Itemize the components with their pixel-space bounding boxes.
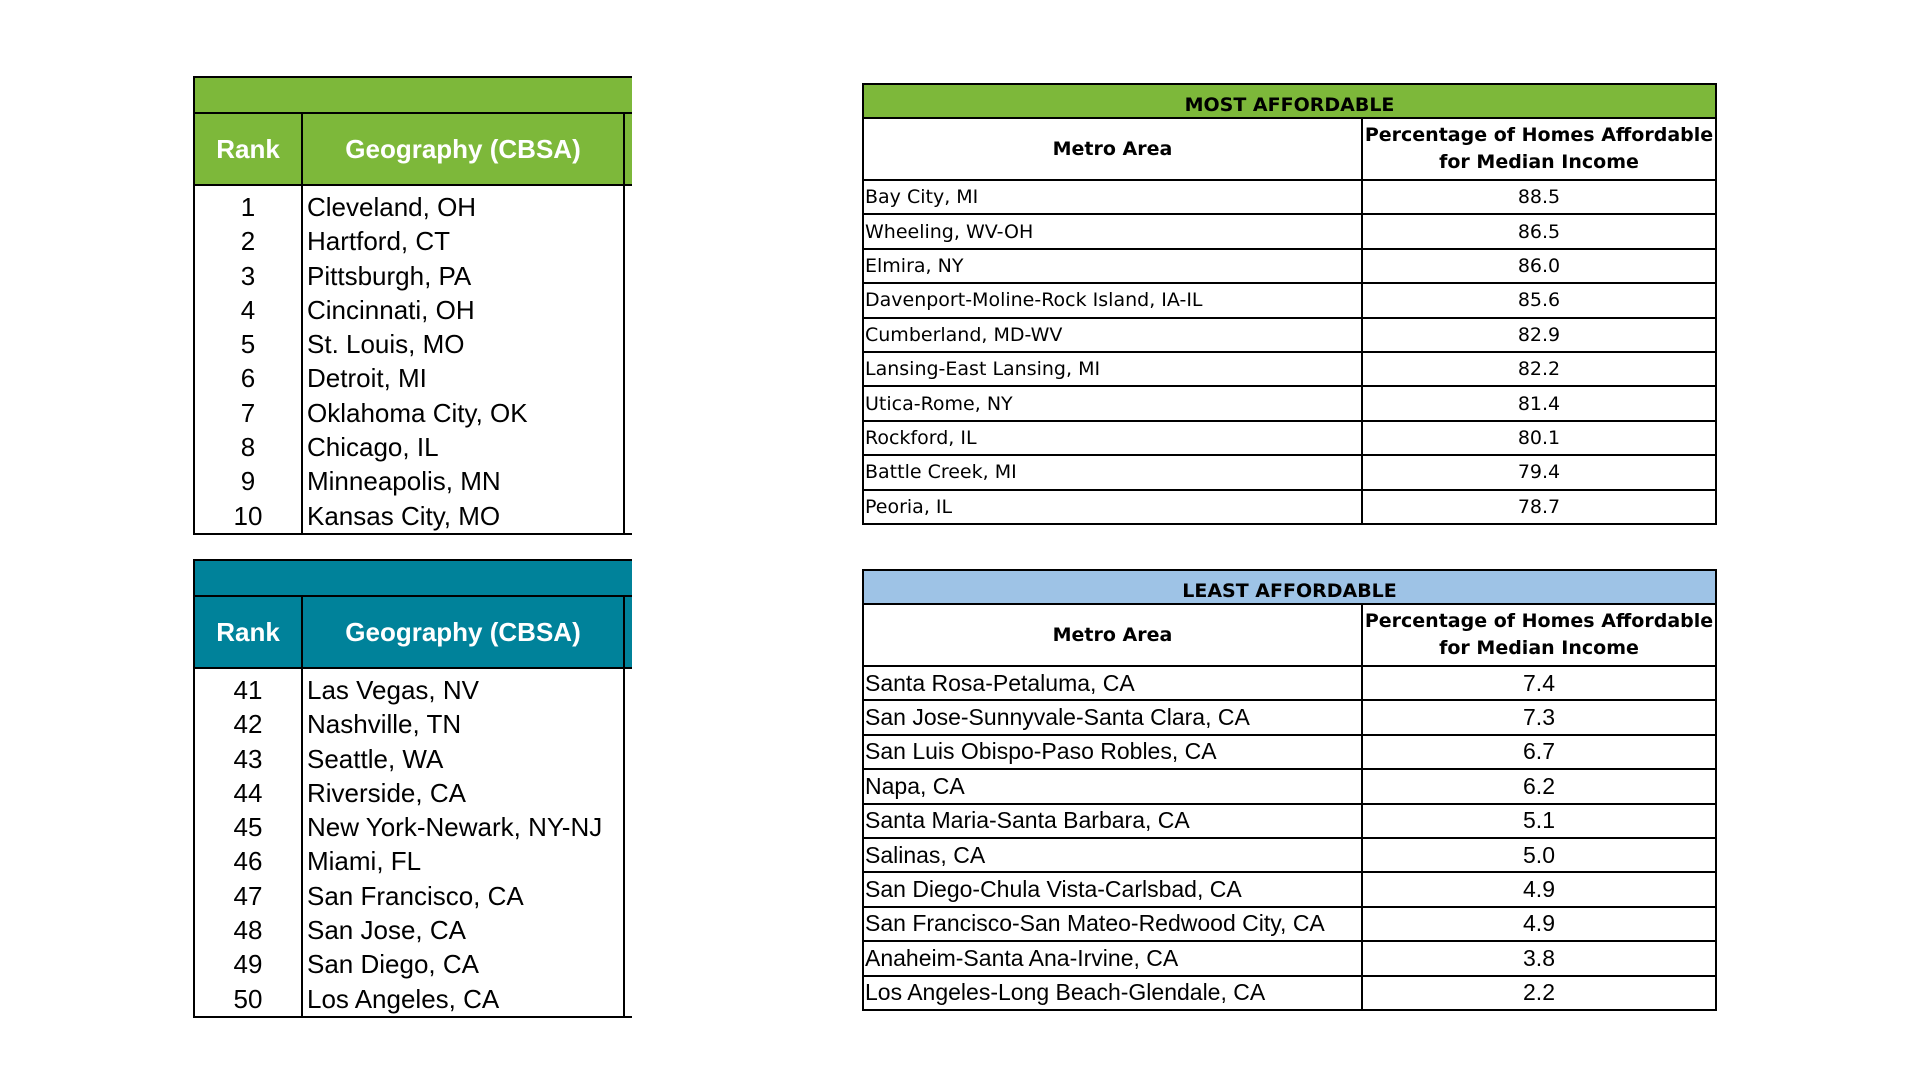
metro-area-column-header: Metro Area — [863, 604, 1362, 666]
geography-cell: Miami, FL — [307, 846, 422, 877]
percentage-cell: 78.7 — [1362, 490, 1716, 524]
rank-cell: 10 — [233, 500, 263, 531]
percentage-header-line1: Percentage of Homes Affordable — [1364, 610, 1714, 632]
top-ranked-header-row — [195, 114, 632, 186]
geography-column — [303, 186, 625, 533]
rank-column-header: Rank — [195, 114, 303, 184]
percentage-column-header — [1362, 118, 1716, 180]
metro-area-cell: Santa Maria-Santa Barbara, CA — [863, 804, 1362, 838]
geography-cell: Las Vegas, NV — [307, 675, 479, 705]
geography-cell: Detroit, MI — [307, 363, 427, 394]
percentage-cell: 7.4 — [1362, 666, 1716, 700]
metro-area-cell: Utica-Rome, NY — [863, 386, 1362, 420]
rank-cell: 50 — [233, 983, 263, 1014]
rank-cell: 48 — [233, 915, 263, 946]
least-affordable-title: LEAST AFFORDABLE — [863, 570, 1716, 604]
metro-area-cell: San Jose-Sunnyvale-Santa Clara, CA — [863, 700, 1362, 734]
rank-cell: 8 — [240, 432, 256, 463]
top-ranked-title-bar — [195, 76, 632, 114]
rank-column — [195, 669, 303, 1016]
geography-cell: Seattle, WA — [307, 743, 444, 774]
percentage-cell: 86.5 — [1362, 214, 1716, 248]
table-row — [863, 769, 1716, 803]
most-affordable-body — [863, 180, 1716, 524]
geography-cell: Nashville, TN — [307, 709, 462, 740]
table-row — [863, 976, 1716, 1010]
geography-column-header: Geography (CBSA) — [303, 114, 625, 184]
percentage-cell: 81.4 — [1362, 386, 1716, 420]
metro-area-cell: Peoria, IL — [863, 490, 1362, 524]
geography-cell: St. Louis, MO — [307, 329, 465, 360]
least-affordable-body — [863, 666, 1716, 1010]
percentage-cell: 88.5 — [1362, 180, 1716, 214]
percentage-header-line1: Percentage of Homes Affordable — [1364, 124, 1714, 146]
metro-area-cell: Napa, CA — [863, 769, 1362, 803]
table-row — [863, 214, 1716, 248]
percentage-cell: 5.1 — [1362, 804, 1716, 838]
geography-cell: Oklahoma City, OK — [307, 397, 528, 428]
percentage-cell: 6.7 — [1362, 735, 1716, 769]
bottom-ranked-cities-table — [193, 559, 632, 1018]
table-row — [863, 666, 1716, 700]
metro-area-cell: Lansing-East Lansing, MI — [863, 352, 1362, 386]
percentage-header-line2: for Median Income — [1439, 637, 1639, 659]
table-row — [863, 941, 1716, 975]
truncated-column-header — [625, 597, 632, 667]
rank-cell: 49 — [233, 949, 263, 980]
geography-cell: San Jose, CA — [307, 915, 466, 946]
percentage-cell: 4.9 — [1362, 907, 1716, 941]
most-affordable-table — [862, 83, 1717, 525]
rank-cell: 3 — [240, 260, 256, 291]
geography-column — [303, 669, 625, 1016]
percentage-cell: 80.1 — [1362, 421, 1716, 455]
percentage-cell: 6.2 — [1362, 769, 1716, 803]
geography-column-header: Geography (CBSA) — [303, 597, 625, 667]
metro-area-cell: Anaheim-Santa Ana-Irvine, CA — [863, 941, 1362, 975]
geography-cell: Cincinnati, OH — [307, 294, 475, 325]
table-row — [863, 700, 1716, 734]
rank-cell: 6 — [240, 363, 256, 394]
percentage-cell: 2.2 — [1362, 976, 1716, 1010]
table-row — [863, 421, 1716, 455]
metro-area-cell: Davenport-Moline-Rock Island, IA-IL — [863, 283, 1362, 317]
metro-area-cell: Battle Creek, MI — [863, 455, 1362, 489]
table-row — [863, 352, 1716, 386]
rank-column — [195, 186, 303, 533]
geography-cell: Cleveland, OH — [307, 192, 477, 222]
bottom-ranked-header-row — [195, 597, 632, 669]
bottom-ranked-title-bar — [195, 559, 632, 597]
metro-area-cell: Bay City, MI — [863, 180, 1362, 214]
table-row — [863, 249, 1716, 283]
geography-cell: Kansas City, MO — [307, 500, 501, 531]
table-row — [863, 386, 1716, 420]
rank-cell: 44 — [233, 777, 263, 808]
table-row — [863, 907, 1716, 941]
top-ranked-cities-table — [193, 76, 632, 535]
rank-cell: 1 — [240, 192, 256, 222]
truncated-column — [625, 669, 632, 1016]
percentage-cell: 85.6 — [1362, 283, 1716, 317]
rank-cell: 9 — [240, 466, 256, 497]
geography-cell: Hartford, CT — [307, 226, 451, 257]
percentage-cell: 3.8 — [1362, 941, 1716, 975]
rank-cell: 45 — [233, 812, 263, 843]
metro-area-cell: Wheeling, WV-OH — [863, 214, 1362, 248]
rank-cell: 43 — [233, 743, 263, 774]
geography-cell: Pittsburgh, PA — [307, 260, 472, 291]
rank-cell: 46 — [233, 846, 263, 877]
percentage-cell: 82.2 — [1362, 352, 1716, 386]
truncated-column-header — [625, 114, 632, 184]
metro-area-cell: San Francisco-San Mateo-Redwood City, CA — [863, 907, 1362, 941]
table-row — [863, 283, 1716, 317]
bottom-ranked-body — [195, 669, 632, 1016]
geography-cell: Los Angeles, CA — [307, 983, 500, 1014]
rank-column-header: Rank — [195, 597, 303, 667]
geography-cell: Riverside, CA — [307, 777, 466, 808]
percentage-cell: 5.0 — [1362, 838, 1716, 872]
metro-area-cell: Los Angeles-Long Beach-Glendale, CA — [863, 976, 1362, 1010]
table-row — [863, 838, 1716, 872]
metro-area-cell: Rockford, IL — [863, 421, 1362, 455]
rank-cell: 41 — [233, 675, 263, 705]
rank-cell: 47 — [233, 880, 263, 911]
percentage-header-line2: for Median Income — [1439, 151, 1639, 173]
most-affordable-title: MOST AFFORDABLE — [863, 84, 1716, 118]
least-affordable-table — [862, 569, 1717, 1011]
rank-cell: 5 — [240, 329, 256, 360]
table-row — [863, 455, 1716, 489]
table-row — [863, 318, 1716, 352]
percentage-cell: 4.9 — [1362, 872, 1716, 906]
percentage-cell: 79.4 — [1362, 455, 1716, 489]
geography-cell: Minneapolis, MN — [307, 466, 501, 497]
metro-area-cell: San Diego-Chula Vista-Carlsbad, CA — [863, 872, 1362, 906]
metro-area-cell: Salinas, CA — [863, 838, 1362, 872]
geography-cell: Chicago, IL — [307, 432, 439, 463]
percentage-cell: 82.9 — [1362, 318, 1716, 352]
percentage-cell: 7.3 — [1362, 700, 1716, 734]
top-ranked-body — [195, 186, 632, 533]
percentage-cell: 86.0 — [1362, 249, 1716, 283]
percentage-column-header — [1362, 604, 1716, 666]
metro-area-cell: San Luis Obispo-Paso Robles, CA — [863, 735, 1362, 769]
rank-cell: 7 — [240, 397, 256, 428]
geography-cell: New York-Newark, NY-NJ — [307, 812, 603, 843]
table-row — [863, 180, 1716, 214]
rank-cell: 2 — [240, 226, 256, 257]
rank-cell: 42 — [233, 709, 263, 740]
metro-area-column-header: Metro Area — [863, 118, 1362, 180]
geography-cell: San Francisco, CA — [307, 880, 524, 911]
table-row — [863, 872, 1716, 906]
metro-area-cell: Cumberland, MD-WV — [863, 318, 1362, 352]
table-row — [863, 804, 1716, 838]
table-row — [863, 735, 1716, 769]
rank-cell: 4 — [240, 294, 256, 325]
geography-cell: San Diego, CA — [307, 949, 479, 980]
table-row — [863, 490, 1716, 524]
metro-area-cell: Elmira, NY — [863, 249, 1362, 283]
truncated-column — [625, 186, 632, 533]
metro-area-cell: Santa Rosa-Petaluma, CA — [863, 666, 1362, 700]
